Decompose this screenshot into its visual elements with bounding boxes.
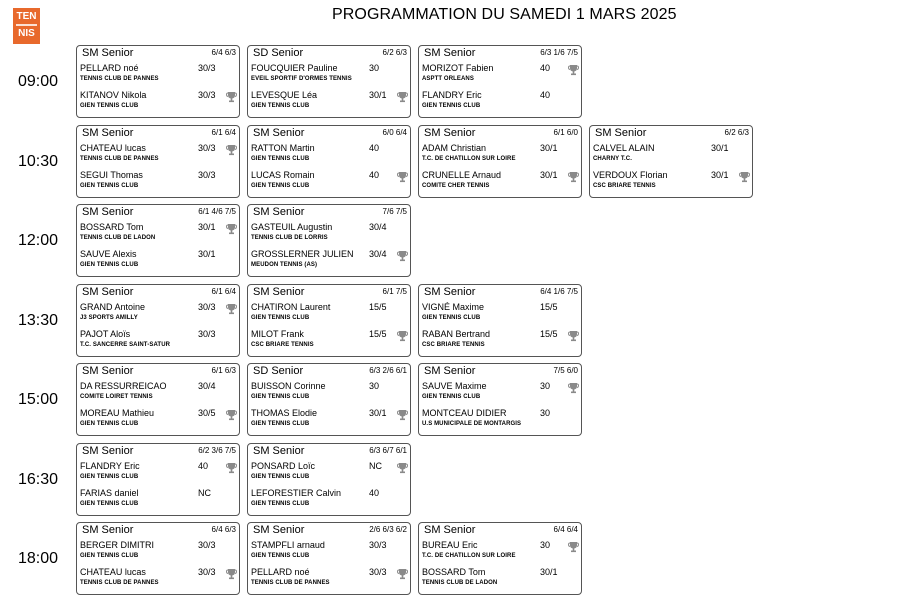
player-ranking: 40 <box>540 63 551 73</box>
player-ranking: 30 <box>540 381 551 391</box>
player-club: U.S MUNICIPALE DE MONTARGIS <box>422 421 522 427</box>
player-ranking: 30/1 <box>540 142 558 153</box>
match-card <box>247 522 411 595</box>
match-card <box>418 522 582 595</box>
player-name: KITANOV Nikola <box>80 90 147 100</box>
player-club: GIEN TENNIS CLUB <box>251 182 310 189</box>
player-ranking: 30/4 <box>369 249 387 259</box>
player-name: STAMPFLI arnaud <box>251 540 325 550</box>
match-card <box>76 443 240 516</box>
match-card <box>418 45 582 118</box>
winner-trophy-icon <box>568 540 579 552</box>
player-name: GROSSLERNER JULIEN <box>251 249 354 259</box>
player-ranking: 30/1 <box>711 142 729 153</box>
player-row-bottom <box>251 90 407 116</box>
player-row-bottom <box>251 488 407 514</box>
player-ranking: 40 <box>369 169 380 180</box>
player-row-bottom <box>422 329 578 355</box>
player-name: RABAN Bertrand <box>422 328 491 339</box>
player-ranking: NC <box>369 460 382 471</box>
winner-trophy-icon <box>568 329 579 341</box>
player-club: GIEN TENNIS CLUB <box>80 553 139 559</box>
player-row-top <box>80 540 236 566</box>
player-name: GRAND Antoine <box>80 301 146 312</box>
match-category: SM Senior <box>82 47 134 59</box>
match-card <box>247 204 411 277</box>
player-club: TENNIS CLUB DE LADON <box>422 580 498 586</box>
match-category: SD Senior <box>253 47 304 59</box>
player-row-top <box>80 222 236 248</box>
match-score: 7/5 6/0 <box>553 366 578 375</box>
match-card <box>76 204 240 277</box>
player-row-bottom <box>422 567 578 593</box>
player-row-bottom <box>251 408 407 434</box>
player-club: GIEN TENNIS CLUB <box>80 103 139 109</box>
player-club: TENNIS CLUB DE PANNES <box>80 76 159 82</box>
match-score: 6/3 2/6 6/1 <box>369 366 407 375</box>
player-club: GIEN TENNIS CLUB <box>251 394 310 400</box>
winner-trophy-icon <box>226 222 237 234</box>
player-row-bottom <box>422 90 578 116</box>
match-score: 6/2 6/3 <box>382 48 407 57</box>
player-name: MOREAU Mathieu <box>80 408 155 418</box>
match-score: 6/1 6/0 <box>553 127 578 137</box>
player-row-bottom <box>80 408 236 434</box>
player-club: GIEN TENNIS CLUB <box>80 421 139 427</box>
player-ranking: 30/1 <box>198 222 216 232</box>
winner-trophy-icon <box>226 302 237 314</box>
player-name: PELLARD noé <box>80 63 139 73</box>
player-ranking: 30/1 <box>540 567 558 577</box>
player-name: GASTEUIL Augustin <box>251 222 333 232</box>
player-row-top <box>80 461 236 487</box>
match-score: 6/3 1/6 7/5 <box>540 48 578 57</box>
player-ranking: 30/1 <box>198 249 216 259</box>
match-card <box>589 125 753 198</box>
player-row-bottom <box>80 488 236 514</box>
tennis-logo <box>13 8 40 44</box>
player-club: GIEN TENNIS CLUB <box>251 314 310 321</box>
winner-trophy-icon <box>397 461 408 473</box>
player-club: TENNIS CLUB DE PANNES <box>80 580 159 586</box>
player-ranking: 30/3 <box>198 63 216 73</box>
player-ranking: 30/4 <box>369 222 387 232</box>
player-ranking: 30 <box>369 63 380 73</box>
match-category: SD Senior <box>253 365 304 377</box>
player-row-bottom <box>80 329 236 355</box>
match-card <box>247 125 411 198</box>
player-ranking: 15/5 <box>369 301 387 312</box>
player-row-top <box>422 63 578 89</box>
match-category: SM Senior <box>253 126 305 139</box>
player-row-top <box>80 381 236 407</box>
player-club: TENNIS CLUB DE PANNES <box>251 580 330 586</box>
player-row-top <box>422 143 578 169</box>
player-ranking: 30/1 <box>711 169 729 180</box>
player-row-top <box>80 143 236 169</box>
player-name: VIGNÉ Maxime <box>422 301 485 312</box>
player-name: BUREAU Eric <box>422 540 478 550</box>
player-ranking: 30 <box>540 408 551 418</box>
winner-trophy-icon <box>226 143 237 155</box>
winner-trophy-icon <box>397 329 408 341</box>
player-row-top <box>251 540 407 566</box>
player-ranking: 40 <box>369 142 380 153</box>
match-category: SM Senior <box>82 524 134 536</box>
winner-trophy-icon <box>739 170 750 182</box>
player-ranking: 30/5 <box>198 408 216 418</box>
player-row-bottom <box>80 170 236 196</box>
match-category: SM Senior <box>424 524 476 536</box>
match-category: SM Senior <box>82 285 134 298</box>
match-card <box>76 363 240 436</box>
player-name: FLANDRY Eric <box>80 460 140 471</box>
match-card <box>418 284 582 357</box>
player-row-top <box>80 302 236 328</box>
player-ranking: 30/1 <box>540 169 558 180</box>
player-name: PAJOT Aloïs <box>80 328 131 339</box>
player-name: SAUVE Maxime <box>422 381 487 391</box>
player-row-top <box>251 461 407 487</box>
player-ranking: 30/3 <box>198 540 216 550</box>
player-ranking: 30/1 <box>369 408 387 418</box>
winner-trophy-icon <box>397 170 408 182</box>
logo-text-bottom: NIS <box>18 28 35 39</box>
player-name: MONTCEAU DIDIER <box>422 408 507 418</box>
player-ranking: 30/3 <box>369 540 387 550</box>
player-name: CALVEL ALAIN <box>593 142 655 153</box>
match-category: SM Senior <box>82 365 134 377</box>
match-score: 6/0 6/4 <box>382 127 407 137</box>
winner-trophy-icon <box>226 461 237 473</box>
player-name: BUISSON Corinne <box>251 381 326 391</box>
player-name: DA RESSURREICAO <box>80 381 167 391</box>
match-category: SM Senior <box>424 365 476 377</box>
player-row-bottom <box>80 249 236 275</box>
player-name: VERDOUX Florian <box>593 169 668 180</box>
match-score: 6/4 6/4 <box>553 525 578 534</box>
player-club: GIEN TENNIS CLUB <box>251 103 310 109</box>
player-club: CHARNY T.C. <box>593 155 632 162</box>
time-slot-label: 18:00 <box>17 550 59 567</box>
player-club: GIEN TENNIS CLUB <box>422 103 481 109</box>
player-name: LEVESQUE Léa <box>251 90 318 100</box>
player-club: TENNIS CLUB DE PANNES <box>80 155 159 162</box>
player-club: CSC BRIARE TENNIS <box>593 182 656 189</box>
player-club: MEUDON TENNIS (AS) <box>251 262 318 268</box>
player-club: GIEN TENNIS CLUB <box>422 314 481 321</box>
match-card <box>76 45 240 118</box>
player-ranking: 30 <box>369 381 380 391</box>
player-row-top <box>251 143 407 169</box>
player-name: LUCAS Romain <box>251 169 315 180</box>
player-club: CSC BRIARE TENNIS <box>422 341 485 348</box>
player-name: ADAM Christian <box>422 142 487 153</box>
player-row-bottom <box>593 170 749 196</box>
time-slot-label: 15:00 <box>17 391 59 408</box>
match-score: 2/6 6/3 6/2 <box>369 525 407 534</box>
player-club: J3 SPORTS AMILLY <box>80 314 138 321</box>
match-category: SM Senior <box>253 285 305 298</box>
player-ranking: 30/3 <box>198 142 216 153</box>
player-club: GIEN TENNIS CLUB <box>251 553 310 559</box>
player-club: CSC BRIARE TENNIS <box>251 341 314 348</box>
winner-trophy-icon <box>397 408 408 420</box>
time-slot-label: 09:00 <box>17 73 59 90</box>
player-club: T.C. SANCERRE SAINT-SATUR <box>80 341 171 348</box>
match-category: SM Senior <box>424 126 476 139</box>
time-slot-label: 13:30 <box>17 311 59 329</box>
player-name: SEGUI Thomas <box>80 169 143 180</box>
player-name: PONSARD Loïc <box>251 460 316 471</box>
player-name: FOUCQUIER Pauline <box>251 63 338 73</box>
player-row-top <box>251 222 407 248</box>
player-ranking: NC <box>198 487 211 498</box>
match-score: 6/1 6/4 <box>211 127 236 137</box>
match-category: SM Senior <box>82 206 134 218</box>
match-score: 6/1 6/4 <box>211 286 236 296</box>
player-club: TENNIS CLUB DE LADON <box>80 235 156 241</box>
player-ranking: 30/3 <box>198 169 216 180</box>
player-row-bottom <box>422 408 578 434</box>
player-ranking: 40 <box>369 487 380 498</box>
logo-text-top: TEN <box>16 11 37 22</box>
player-club: T.C. DE CHATILLON SUR LOIRE <box>422 155 516 162</box>
player-ranking: 30/3 <box>198 567 216 577</box>
page-title: PROGRAMMATION DU SAMEDI 1 MARS 2025 <box>332 6 677 23</box>
player-ranking: 40 <box>540 90 551 100</box>
player-club: GIEN TENNIS CLUB <box>251 421 310 427</box>
match-score: 6/1 6/3 <box>211 366 236 375</box>
match-score: 6/3 6/7 6/1 <box>369 445 407 455</box>
winner-trophy-icon <box>397 567 408 579</box>
winner-trophy-icon <box>568 170 579 182</box>
match-score: 6/2 3/6 7/5 <box>198 445 236 455</box>
match-category: SM Senior <box>424 47 476 59</box>
player-club: GIEN TENNIS CLUB <box>80 500 139 507</box>
match-card <box>418 125 582 198</box>
player-name: FARIAS daniel <box>80 487 139 498</box>
match-card <box>247 45 411 118</box>
match-card <box>76 284 240 357</box>
player-club: ASPTT ORLEANS <box>422 76 474 82</box>
player-name: CHATEAU lucas <box>80 567 146 577</box>
logo-divider <box>16 24 37 26</box>
player-club: GIEN TENNIS CLUB <box>422 394 481 400</box>
player-club: EVEIL SPORTIF D'ORMES TENNIS <box>251 76 352 82</box>
player-ranking: 30/3 <box>369 567 387 577</box>
player-ranking: 15/5 <box>540 328 558 339</box>
winner-trophy-icon <box>226 567 237 579</box>
player-row-bottom <box>80 90 236 116</box>
match-score: 6/1 4/6 7/5 <box>198 207 236 216</box>
player-name: CRUNELLE Arnaud <box>422 169 502 180</box>
player-row-bottom <box>251 567 407 593</box>
player-ranking: 30/3 <box>198 90 216 100</box>
player-ranking: 15/5 <box>369 328 387 339</box>
match-category: SM Senior <box>82 126 134 139</box>
player-row-top <box>251 63 407 89</box>
player-row-top <box>251 302 407 328</box>
match-score: 7/6 7/5 <box>382 207 407 216</box>
player-ranking: 30/1 <box>369 90 387 100</box>
match-card <box>247 363 411 436</box>
player-ranking: 30/4 <box>198 381 216 391</box>
match-card <box>418 363 582 436</box>
player-name: LEFORESTIER Calvin <box>251 487 342 498</box>
player-club: GIEN TENNIS CLUB <box>80 262 139 268</box>
player-ranking: 30 <box>540 540 551 550</box>
player-name: CHATIRON Laurent <box>251 301 331 312</box>
winner-trophy-icon <box>397 90 408 102</box>
player-name: PELLARD noé <box>251 567 310 577</box>
player-row-top <box>422 381 578 407</box>
player-row-top <box>422 540 578 566</box>
match-category: SM Senior <box>253 206 305 218</box>
player-club: GIEN TENNIS CLUB <box>80 182 139 189</box>
match-score: 6/4 1/6 7/5 <box>540 286 578 296</box>
winner-trophy-icon <box>226 408 237 420</box>
player-row-bottom <box>80 567 236 593</box>
player-club: T.C. DE CHATILLON SUR LOIRE <box>422 553 516 559</box>
match-score: 6/2 6/3 <box>724 127 749 137</box>
player-ranking: 30/3 <box>198 328 216 339</box>
winner-trophy-icon <box>568 381 579 393</box>
player-club: GIEN TENNIS CLUB <box>251 473 310 480</box>
player-ranking: 40 <box>198 460 209 471</box>
player-name: BOSSARD Tom <box>80 222 144 232</box>
match-category: SM Senior <box>595 126 647 139</box>
player-name: RATTON Martin <box>251 142 315 153</box>
player-name: THOMAS Elodie <box>251 408 318 418</box>
match-category: SM Senior <box>82 444 134 457</box>
player-name: FLANDRY Eric <box>422 90 482 100</box>
match-card <box>247 284 411 357</box>
match-category: SM Senior <box>424 285 476 298</box>
player-row-top <box>422 302 578 328</box>
player-ranking: 15/5 <box>540 301 558 312</box>
player-row-top <box>251 381 407 407</box>
player-row-top <box>80 63 236 89</box>
player-club: GIEN TENNIS CLUB <box>251 500 310 507</box>
match-score: 6/4 6/3 <box>211 48 236 57</box>
player-row-bottom <box>251 329 407 355</box>
player-club: COMITE LOIRET TENNIS <box>80 394 153 400</box>
winner-trophy-icon <box>226 90 237 102</box>
player-name: MORIZOT Fabien <box>422 63 494 73</box>
player-club: GIEN TENNIS CLUB <box>251 155 310 162</box>
match-category: SM Senior <box>253 444 305 457</box>
time-slot-label: 16:30 <box>17 470 59 488</box>
player-row-bottom <box>251 170 407 196</box>
player-club: TENNIS CLUB DE LORRIS <box>251 235 328 241</box>
winner-trophy-icon <box>397 249 408 261</box>
match-card <box>247 443 411 516</box>
match-score: 6/1 7/5 <box>382 286 407 296</box>
player-row-top <box>593 143 749 169</box>
player-name: SAUVE Alexis <box>80 249 137 259</box>
player-row-bottom <box>251 249 407 275</box>
player-name: BERGER DIMITRI <box>80 540 155 550</box>
player-row-bottom <box>422 170 578 196</box>
player-club: COMITE CHER TENNIS <box>422 182 490 189</box>
player-name: BOSSARD Tom <box>422 567 486 577</box>
winner-trophy-icon <box>568 63 579 75</box>
player-ranking: 30/3 <box>198 301 216 312</box>
match-card <box>76 522 240 595</box>
match-category: SM Senior <box>253 524 305 536</box>
player-name: MILOT Frank <box>251 328 304 339</box>
player-club: GIEN TENNIS CLUB <box>80 473 139 480</box>
match-card <box>76 125 240 198</box>
player-name: CHATEAU lucas <box>80 142 146 153</box>
match-score: 6/4 6/3 <box>211 525 236 534</box>
time-slot-label: 10:30 <box>17 152 59 170</box>
time-slot-label: 12:00 <box>17 232 59 249</box>
